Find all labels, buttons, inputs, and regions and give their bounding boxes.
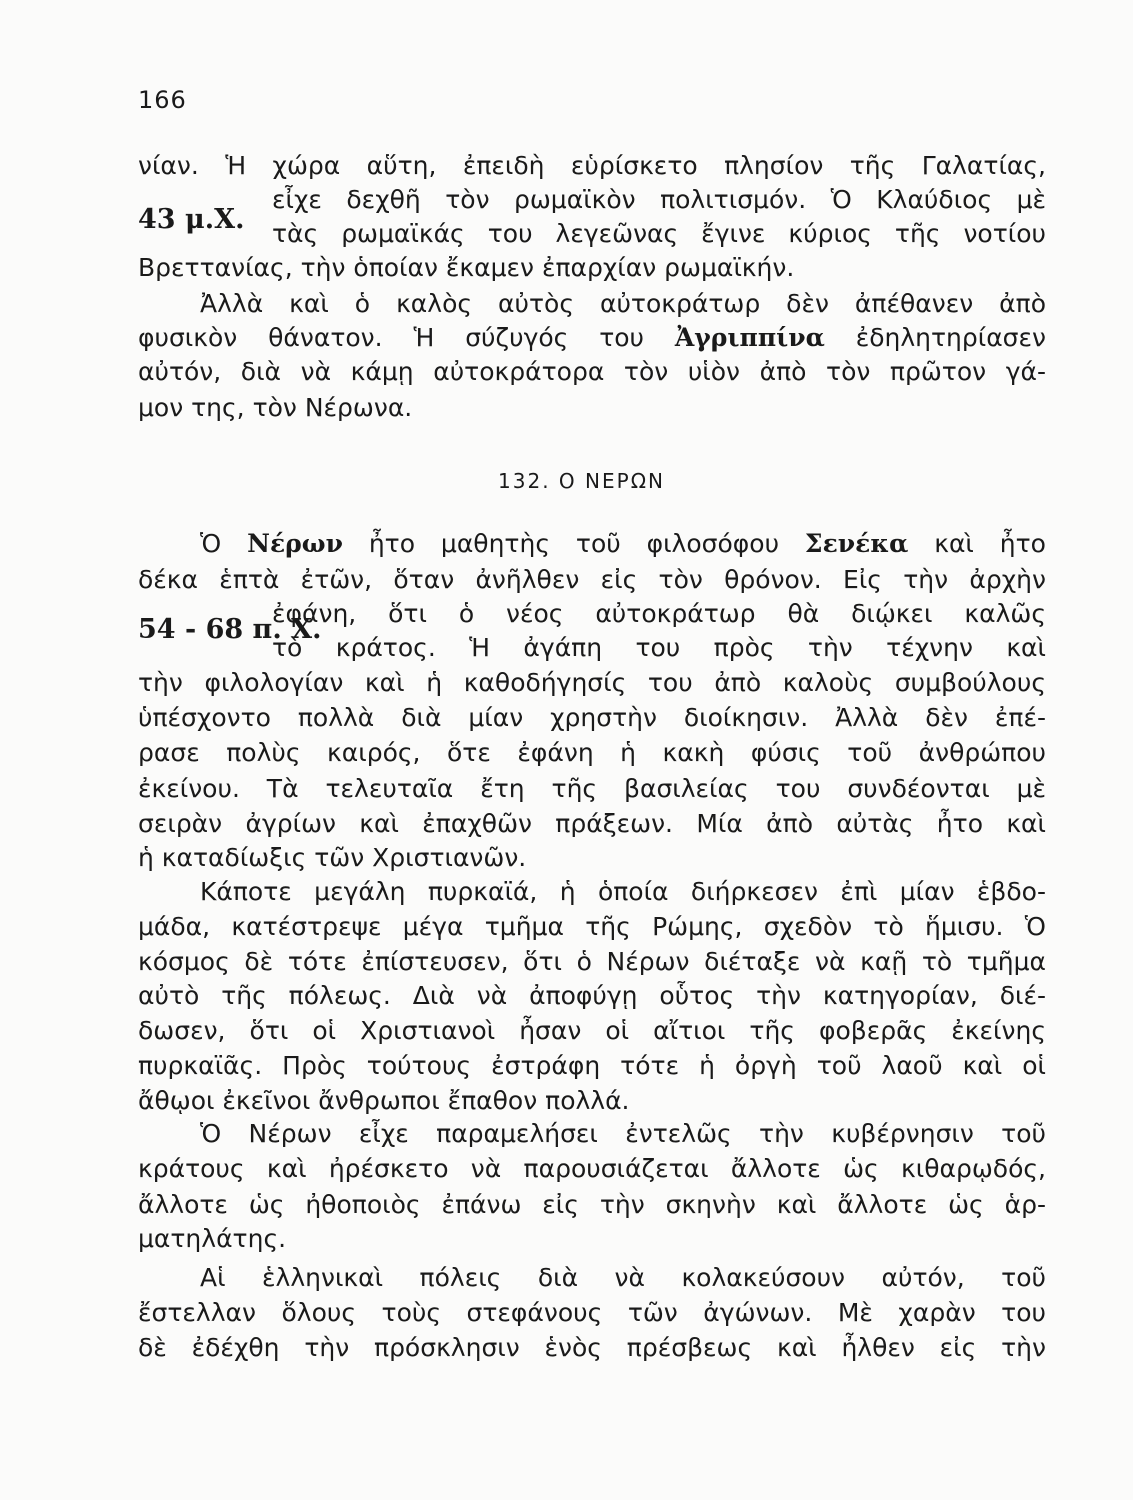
text-line: ἄθῳοι ἐκεῖνοι ἄνθρωποι ἔπαθον πολλά. bbox=[138, 1086, 630, 1115]
name-agrippina: Ἀγριππίνα bbox=[674, 323, 825, 352]
margin-date-note: 54 - 68 π. Χ. bbox=[138, 614, 322, 645]
text-line: ρασε πολὺς καιρός, ὅτε ἐφάνη ἡ κακὴ φύσις τοῦ ἀνθρώπου bbox=[138, 738, 1046, 767]
text-line: ἄλλοτε ὡς ἠθοποιὸς ἐπάνω εἰς τὴν σκηνὴν καὶ ἄλλοτε ὡς ἁρ- bbox=[138, 1190, 1046, 1219]
text-line: ὑπέσχοντο πολλὰ διὰ μίαν χρηστὴν διοίκησιν. Ἀλλὰ δὲν ἐπέ- bbox=[138, 703, 1046, 732]
text-line: τὴν φιλολογίαν καὶ ἡ καθοδήγησίς του ἀπὸ καλοὺς συμβούλους bbox=[138, 668, 1046, 697]
text-line: ἐφάνη, ὅτι ὁ νέος αὐτοκράτωρ θὰ διῴκει καλῶς bbox=[272, 599, 1046, 628]
text-line: πυρκαϊᾶς. Πρὸς τούτους ἐστράφη τότε ἡ ὀργὴ τοῦ λαοῦ καὶ οἱ bbox=[138, 1051, 1046, 1080]
text-line: δὲ ἐδέχθη τὴν πρόσκλησιν ἑνὸς πρέσβεως καὶ ἦλθεν εἰς τὴν bbox=[138, 1333, 1046, 1362]
text-line: κόσμος δὲ τότε ἐπίστευσεν, ὅτι ὁ Νέρων διέταξε νὰ καῇ τὸ τμῆμα bbox=[138, 947, 1046, 976]
text-line: εἶχε δεχθῆ τὸν ρωμαϊκὸν πολιτισμόν. Ὁ Κλαύδιος μὲ bbox=[272, 185, 1046, 214]
text-line: νίαν. Ἡ χώρα αὕτη, ἐπειδὴ εὑρίσκετο πλησίον τῆς Γαλατίας, bbox=[138, 151, 1046, 180]
text-line: Αἱ ἑλληνικαὶ πόλεις διὰ νὰ κολακεύσουν αὐτόν, τοῦ bbox=[200, 1263, 1046, 1292]
text-line: δέκα ἑπτὰ ἐτῶν, ὅταν ἀνῆλθεν εἰς τὸν θρόνον. Εἰς τὴν ἀρχὴν bbox=[138, 565, 1046, 594]
text-line: φυσικὸν θάνατον. Ἡ σύζυγός του Ἀγριππίνα ἐδηλητηρίασεν bbox=[138, 323, 1047, 352]
section-heading: 132. Ο ΝΕΡΩΝ bbox=[498, 469, 665, 493]
text-line: μον της, τὸν Νέρωνα. bbox=[138, 393, 413, 422]
text-line: Ἀλλὰ καὶ ὁ καλὸς αὐτὸς αὐτοκράτωρ δὲν ἀπέθανεν ἀπὸ bbox=[200, 289, 1046, 318]
text-line: κράτους καὶ ἠρέσκετο νὰ παρουσιάζεται ἄλλοτε ὡς κιθαρῳδός, bbox=[138, 1154, 1046, 1183]
name-seneca: Σενέκα bbox=[804, 529, 909, 558]
text-line: τὸ κράτος. Ἡ ἀγάπη του πρὸς τὴν τέχνην καὶ bbox=[272, 633, 1046, 662]
text-line: Ὁ Νέρων ἦτο μαθητὴς τοῦ φιλοσόφου Σενέκα καὶ ἦτο bbox=[200, 529, 1046, 558]
name-neron: Νέρων bbox=[247, 529, 343, 558]
text-line: αὐτὸ τῆς πόλεως. Διὰ νὰ ἀποφύγῃ οὗτος τὴν κατηγορίαν, διέ- bbox=[138, 981, 1046, 1010]
text-line: ματηλάτης. bbox=[138, 1224, 287, 1253]
text-line: σειρὰν ἀγρίων καὶ ἐπαχθῶν πράξεων. Μία ἀπὸ αὐτὰς ἦτο καὶ bbox=[138, 809, 1046, 838]
text-line: δωσεν, ὅτι οἱ Χριστιανοὶ ἦσαν οἱ αἴτιοι τῆς φοβερᾶς ἐκείνης bbox=[138, 1016, 1046, 1045]
text-line: αὐτόν, διὰ νὰ κάμῃ αὐτοκράτορα τὸν υἱὸν ἀπὸ τὸν πρῶτον γά- bbox=[138, 357, 1046, 386]
text-line: Κάποτε μεγάλη πυρκαϊά, ἡ ὁποία διήρκεσεν ἐπὶ μίαν ἑβδο- bbox=[200, 877, 1046, 906]
text-line: ἐκείνου. Τὰ τελευταῖα ἔτη τῆς βασιλείας του συνδέονται μὲ bbox=[138, 774, 1046, 803]
text-line: ἔστελλαν ὅλους τοὺς στεφάνους τῶν ἀγώνων. Μὲ χαρὰν του bbox=[138, 1298, 1046, 1327]
text-line: Ὁ Νέρων εἶχε παραμελήσει ἐντελῶς τὴν κυβέρνησιν τοῦ bbox=[200, 1119, 1046, 1148]
text-line: Βρεττανίας, τὴν ὁποίαν ἔκαμεν ἐπαρχίαν ρωμαϊκήν. bbox=[138, 253, 795, 282]
page-number: 166 bbox=[138, 86, 187, 114]
margin-date-note: 43 μ.Χ. bbox=[138, 204, 245, 235]
text-line: τὰς ρωμαϊκάς του λεγεῶνας ἔγινε κύριος τῆς νοτίου bbox=[272, 219, 1046, 248]
text-line: ἡ καταδίωξις τῶν Χριστιανῶν. bbox=[138, 843, 527, 872]
text-line: μάδα, κατέστρεψε μέγα τμῆμα τῆς Ρώμης, σχεδὸν τὸ ἥμισυ. Ὁ bbox=[138, 912, 1046, 941]
